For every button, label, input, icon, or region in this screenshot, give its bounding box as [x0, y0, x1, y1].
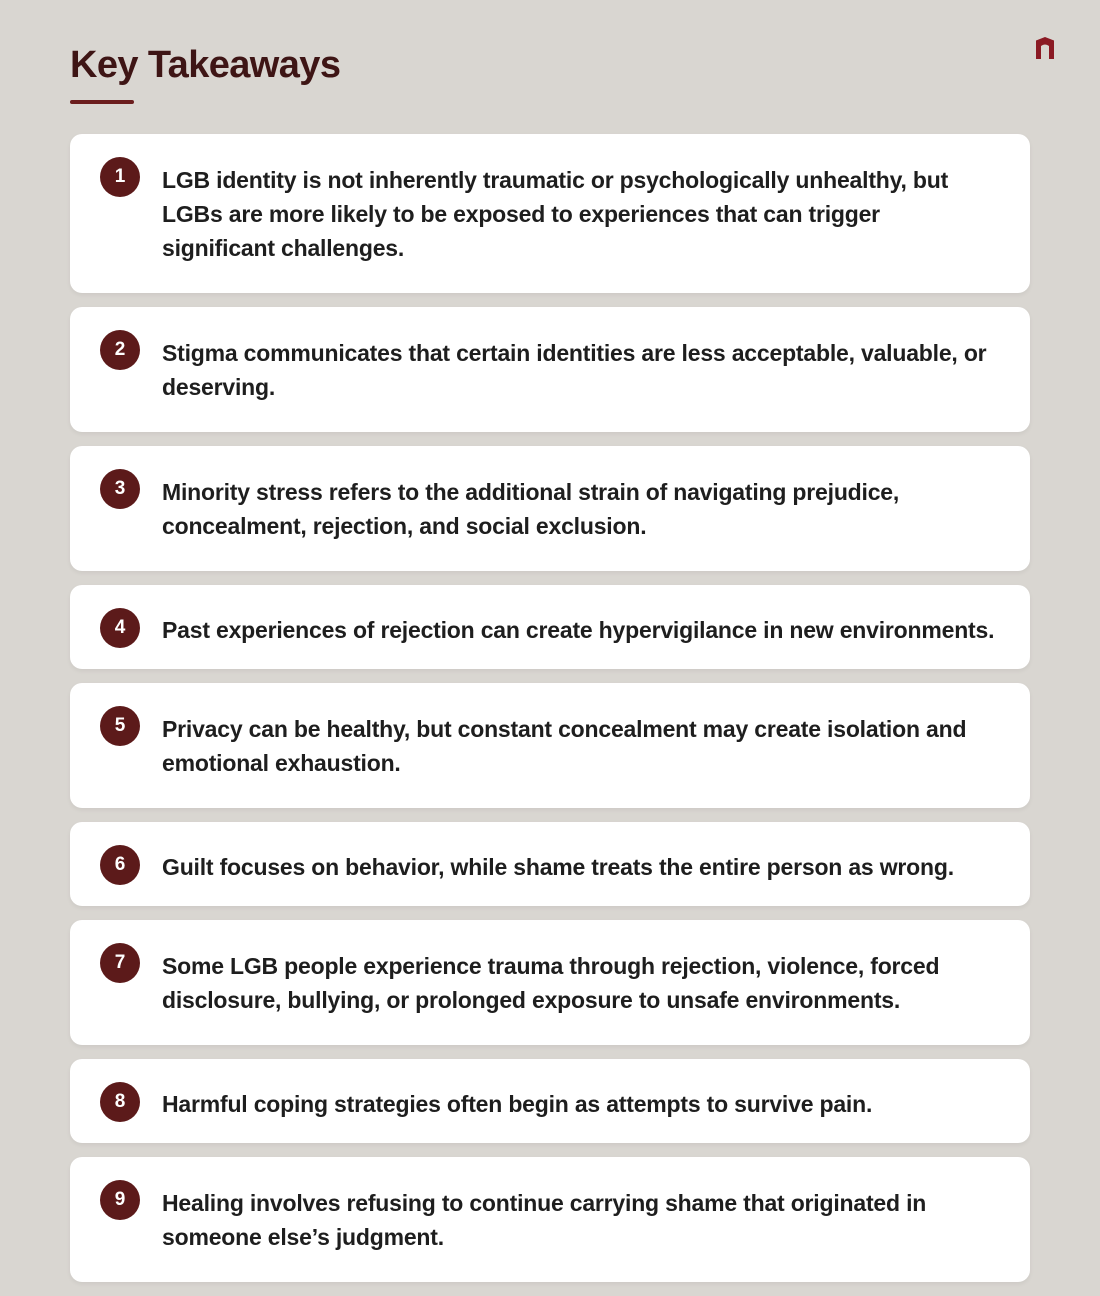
takeaway-text: Stigma communicates that certain identities are less acceptable, valuable, or deserving.	[162, 340, 987, 400]
takeaway-card	[70, 1157, 1030, 1282]
number-badge: 2	[100, 330, 140, 370]
takeaway-card	[70, 822, 1030, 906]
title-underline	[70, 100, 134, 104]
page-header	[70, 40, 340, 104]
shield-logo-icon	[1034, 36, 1056, 62]
takeaways-list	[70, 134, 1030, 1296]
takeaway-card	[70, 920, 1030, 1045]
takeaway-text: Healing involves refusing to continue carrying shame that originated in someone else’s judgment.	[162, 1190, 927, 1250]
takeaway-text: LGB identity is not inherently traumatic or psychologically unhealthy, but LGBs are more likely to be exposed to experiences that can trigger significant challenges.	[162, 167, 949, 261]
takeaway-text: Some LGB people experience trauma through rejection, violence, forced disclosure, bullying, or prolonged exposure to unsafe environments.	[162, 953, 940, 1013]
number-badge: 4	[100, 608, 140, 648]
number-badge: 7	[100, 943, 140, 983]
takeaway-card	[70, 683, 1030, 808]
number-badge: 6	[100, 845, 140, 885]
number-badge: 5	[100, 706, 140, 746]
takeaway-card	[70, 307, 1030, 432]
number-badge: 3	[100, 469, 140, 509]
takeaway-text: Guilt focuses on behavior, while shame treats the entire person as wrong.	[162, 854, 954, 880]
takeaway-card	[70, 134, 1030, 293]
takeaway-text: Privacy can be healthy, but constant concealment may create isolation and emotional exhaustion.	[162, 716, 967, 776]
takeaway-card	[70, 1059, 1030, 1143]
takeaway-card	[70, 446, 1030, 571]
page-title: Key Takeaways	[70, 44, 341, 86]
takeaway-text: Harmful coping strategies often begin as attempts to survive pain.	[162, 1091, 873, 1117]
takeaway-text: Minority stress refers to the additional strain of navigating prejudice, concealment, rejection, and social exclusion.	[162, 479, 900, 539]
takeaway-card	[70, 585, 1030, 669]
number-badge: 1	[100, 157, 140, 197]
number-badge: 8	[100, 1082, 140, 1122]
number-badge: 9	[100, 1180, 140, 1220]
takeaway-text: Past experiences of rejection can create hypervigilance in new environments.	[162, 617, 995, 643]
